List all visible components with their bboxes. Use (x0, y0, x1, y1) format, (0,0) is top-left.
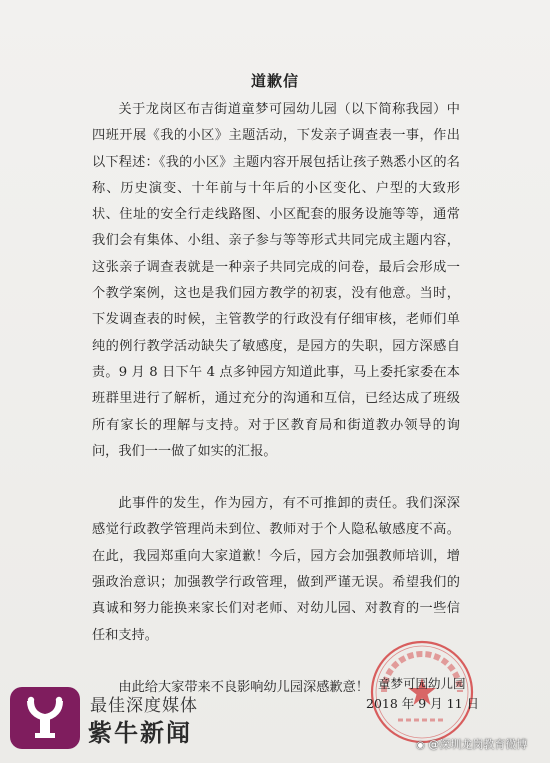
letter-title: 道歉信 (250, 72, 299, 90)
brand-name: 紫牛新闻 (88, 719, 192, 747)
weibo-watermark (416, 736, 527, 752)
letter-paragraph-2: 此事件的发生，作为园方，有不可推卸的责任。我们深深感觉行政教学管理尚未到位、教师对于个人隐私敏感度不高。在此，我园郑重向大家道歉！今后，园方会加强教师培训，增强政治意识；加强教学行政管理，做到严谨无误。希望我们的真诚和努力能换来家长们对老师、对幼儿园、对教育的一些信任和支持。 (92, 496, 460, 643)
brand-slogan: 最佳深度媒体 (90, 696, 198, 716)
watermark-prefix: @ (428, 738, 440, 751)
letter-paragraph-3: 由此给大家带来不良影响幼儿园深感歉意！ (118, 679, 369, 695)
letter-body (92, 97, 460, 701)
letter-paragraph-1: 关于龙岗区布吉街道童梦可园幼儿园（以下简称我园）中四班开展《我的小区》主题活动，下发亲子调查表一事，作出以下程述：《我的小区》主题内容开展包括让孩子熟悉小区的名称、历史演变、十年前与十年后的小区变化、户型的大致形状、住址的安全行走线路图、小区配套的服务设施等等，通常我们会有集体、小组、亲子参与等等形式共同完成主题内容，这张亲子调查表就是一种亲子共同完成的问卷，最后会形成一个教学案例，这也是我们园方教学的初衷，没有他意。当时，下发调查表的时候，主管教学的行政没有仔细审核，老师们单纯的例行教学活动缺失了敏感度，是园方的失职，园方深感自责。9 月 8 日下午 4 点多钟园方知道此事，马上委托家委在本班群里进行了解析，通过充分的沟通和互信，已经达成了班级所有家长的理解与支持。对于区教育局和街道教办领导的询问，我们一一做了如实的汇报。 (92, 102, 460, 459)
ziniu-logo-icon (10, 687, 80, 749)
signature-organization: 童梦可园幼儿园 (378, 676, 466, 691)
official-seal-icon (368, 638, 476, 746)
signature-date: 2018 年 9 月 11 日 (366, 696, 480, 711)
watermark-account: 深圳龙岗教育微博 (439, 738, 528, 751)
weibo-icon: ◉ (416, 740, 425, 751)
